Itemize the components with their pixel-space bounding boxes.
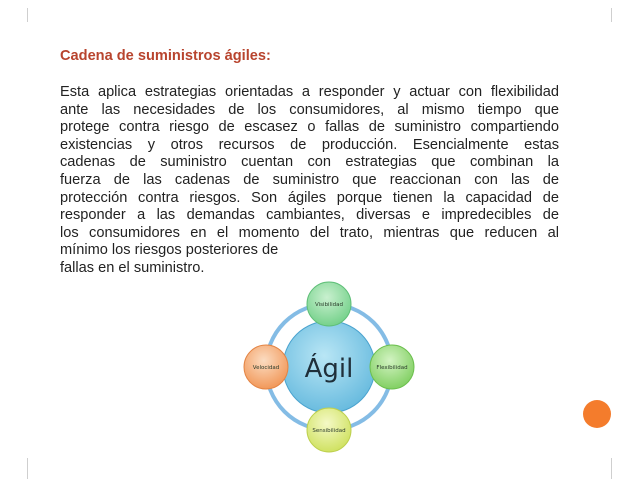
paragraph-line: responder a las demandas cambiantes, diversas e impredecibles de	[60, 207, 559, 224]
velocidad-label: Velocidad	[252, 365, 280, 371]
paragraph-line: mínimo los riesgos posteriores de	[60, 242, 279, 259]
paragraph-line: cadenas de suministro cuentan con estrategias que combinan la	[60, 154, 559, 171]
slide-title: Cadena de suministros ágiles:	[60, 48, 271, 64]
accent-dot	[583, 400, 611, 428]
paragraph-line: fuerza de las cadenas de suministro que reaccionan con las de	[60, 171, 559, 188]
paragraph-line: Esta aplica estrategias orientadas a responder y actuar con flexibilidad	[60, 84, 559, 100]
sensibilidad-label: Sensibilidad	[312, 428, 346, 434]
paragraph-line: los consumidores en el momento del trato, mientras que reducen al	[60, 224, 559, 241]
flexibilidad-label: Flexibilidad	[376, 365, 408, 371]
paragraph-line: fallas en el suministro.	[60, 259, 205, 276]
paragraph-line: protege contra riesgo de escasez o fallas de suministro compartiendo	[60, 119, 559, 136]
center-label: Ágil	[304, 354, 354, 384]
paragraph-line: ante las necesidades de los consumidores, al mismo tiempo que	[60, 101, 559, 118]
paragraph-line: existencias y otros recursos de producción. Esencialmente estas	[60, 136, 559, 153]
visibilidad-label: Visibilidad	[315, 302, 343, 308]
paragraph-line: protección contra riesgos. Son ágiles porque tienen la capacidad de	[60, 189, 559, 206]
